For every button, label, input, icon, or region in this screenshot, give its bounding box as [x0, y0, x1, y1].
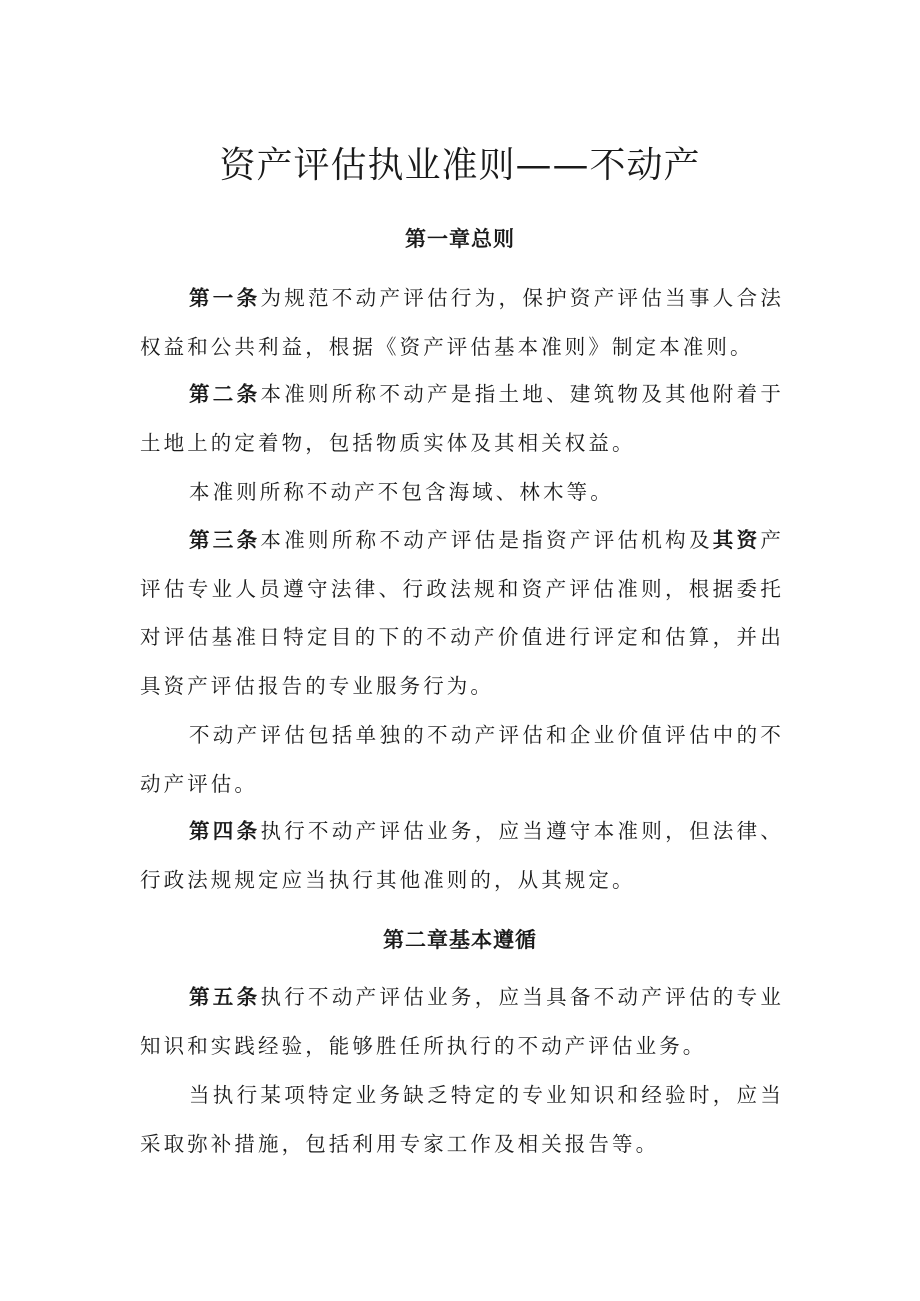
article-label: 第三条: [189, 528, 261, 552]
article-text: 执行不动产评估业务，应当具备不动产评估的专业知识和实践经验，能够胜任所执行的不动产评估业务。: [140, 985, 784, 1058]
document-title: 资产评估执业准则——不动产: [219, 145, 701, 186]
article-text: 本准则所称不动产是指土地、建筑物及其他附着于土地上的定着物，包括物质实体及其相关权益。: [140, 382, 784, 455]
article-5-note: 当执行某项特定业务缺乏特定的专业知识和经验时，应当采取弥补措施，包括利用专家工作及相关报告等。: [140, 1083, 784, 1156]
article-5: [140, 973, 784, 1070]
article-2-note: 本准则所称不动产不包含海域、林木等。: [189, 480, 614, 504]
article-label: 第五条: [189, 985, 261, 1009]
article-2: [140, 370, 784, 467]
article-text: 为规范不动产评估行为，保护资产评估当事人合法权益和公共利益，根据《资产评估基本准则》制定本准则。: [140, 286, 784, 359]
article-3: [140, 516, 784, 710]
chapter-heading-2: 第二章基本遵循: [383, 928, 537, 952]
chapter-heading-1: 第一章总则: [405, 227, 515, 251]
article-label: 第一条: [189, 286, 261, 310]
article-text: 产评估专业人员遵守法律、行政法规和资产评估准则，根据委托对评估基准日特定目的下的不动产价值进行评定和估算，并出具资产评估报告的专业服务行为。: [140, 528, 784, 698]
article-text: 执行不动产评估业务，应当遵守本准则，但法律、行政法规规定应当执行其他准则的，从其规定。: [140, 819, 784, 892]
article-1: [140, 274, 784, 371]
article-3-note: 不动产评估包括单独的不动产评估和企业价值评估中的不动产评估。: [140, 723, 784, 796]
article-label: 第二条: [189, 382, 261, 406]
article-text-bold: 其资: [712, 528, 761, 552]
article-4: [140, 807, 784, 904]
article-label: 第四条: [189, 819, 261, 843]
article-text: 本准则所称不动产评估是指资产评估机构及: [260, 528, 713, 552]
